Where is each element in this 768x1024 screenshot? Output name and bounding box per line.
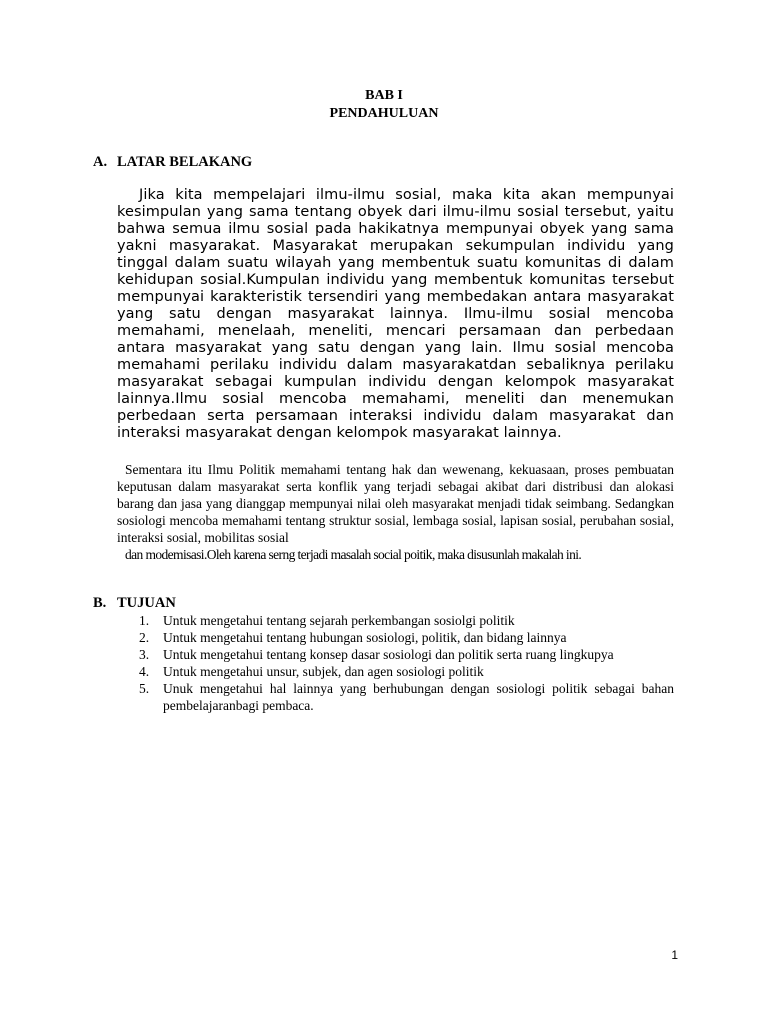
chapter-title: PENDAHULUAN [329, 106, 439, 121]
goal-number: 3. [139, 647, 150, 662]
goal-number: 1. [139, 613, 150, 628]
goal-item [139, 629, 674, 646]
section-a-title: LATAR BELAKANG [117, 154, 253, 170]
section-b-heading [93, 594, 176, 612]
section-a-letter: A. [93, 154, 108, 170]
goal-item [139, 612, 674, 629]
goal-text: Untuk mengetahui unsur, subjek, dan agen sosiologi politik [163, 664, 484, 679]
goal-text: Unuk mengetahui hal lainnya yang berhubungan dengan sosiologi politik sebagai bahan pembelajaranbagi pembaca. [163, 681, 674, 713]
section-a-heading [93, 153, 252, 171]
goal-text: Untuk mengetahui tentang sejarah perkembangan sosiolgi politik [163, 613, 515, 628]
goal-number: 2. [139, 630, 150, 645]
goal-item [139, 646, 674, 663]
goal-number: 5. [139, 681, 150, 696]
background-paragraph-1: Jika kita mempelajari ilmu-ilmu sosial, maka kita akan mempunyai kesimpulan yang sama tentang obyek dari ilmu-ilmu sosial tersebut, yaitu bahwa semua ilmu sosial pada hakikatnya mempunyai obyek yang sama yakni masyarakat. Masyarakat merupakan sekumpulan individu yang tinggal dalam suatu wilayah yang membentuk suatu komunitas di dalam kehidupan sosial.Kumpulan individu yang membentuk komunitas tersebut mempunyai karakteristik tersendiri yang membedakan antara masyarakat yang satu dengan masyarakat lainnya. Ilmu-ilmu sosial mencoba memahami, menelaah, meneliti, mencari persamaan dan perbedaan antara masyarakat yang satu dengan yang lain. Ilmu sosial mencoba memahami perilaku individu dalam masyarakatdan sebaliknya perilaku masyarakat sebagai kumpulan individu dengan kelompok masyarakat lainnya.Ilmu sosial mencoba memahami, meneliti dan menemukan perbedaan serta persamaan interaksi individu dalam masyarakat dan interaksi masyarakat dengan kelompok masyarakat lainnya. [117, 187, 674, 441]
goal-number: 4. [139, 664, 150, 679]
goal-item [139, 663, 674, 680]
goal-item [139, 680, 674, 714]
goal-text: Untuk mengetahui tentang konsep dasar sosiologi dan politik serta ruang lingkupya [163, 647, 614, 662]
background-paragraph-2-body: Sementara itu Ilmu Politik memahami tentang hak dan wewenang, kekuasaan, proses pembuatan keputusan dalam masyarakat serta konflik yang terjadi sebagai akibat dari distribusi dan alokasi barang dan jasa yang dianggap mempunyai nilai oleh masyarakat menjadi tidak seimbang. Sedangkan sosiologi mencoba memahami tentang struktur sosial, lembaga sosial, lapisan sosial, perubahan sosial, interaksi sosial, mobilitas sosial [117, 462, 674, 545]
page-number: 1 [671, 948, 678, 962]
background-paragraph-2-end: dan modemisasi.Oleh karena serng terjadi masalah social poitik, maka disusunlah makalah ini. [125, 547, 582, 562]
goals-list [139, 612, 674, 714]
section-b-title: TUJUAN [117, 595, 176, 611]
goal-text: Untuk mengetahui tentang hubungan sosiologi, politik, dan bidang lainnya [163, 630, 567, 645]
chapter-number: BAB I [365, 88, 403, 103]
background-paragraph-2 [117, 461, 674, 563]
section-b-letter: B. [93, 595, 107, 611]
